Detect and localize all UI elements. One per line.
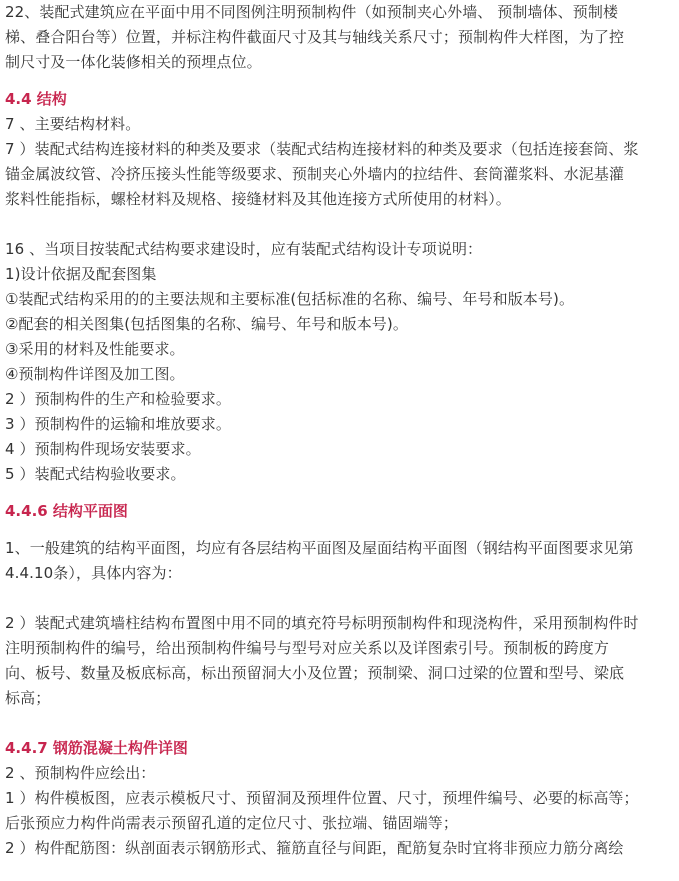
text-line: 2 ）预制构件的生产和检验要求。 — [5, 390, 231, 408]
text-line: ④预制构件详图及加工图。 — [5, 365, 185, 383]
text-line: 2 ）装配式建筑墙柱结构布置图中用不同的填充符号标明预制构件和现浇构件，采用预制构件时 — [5, 614, 639, 632]
section-4-4-6-item-2 — [5, 611, 677, 711]
section-heading-4-4-7: 4.4.7 钢筋混凝土构件详图 — [5, 739, 188, 757]
text-line: 7 ）装配式结构连接材料的种类及要求（装配式结构连接材料的种类及要求（包括连接套筒、浆 — [5, 140, 639, 158]
text-line: 后张预应力构件尚需表示预留孔道的定位尺寸、张拉端、锚固端等； — [5, 814, 459, 832]
spacer — [5, 487, 677, 499]
text-line: 标高； — [5, 689, 51, 707]
text-line: 1、一般建筑的结构平面图，均应有各层结构平面图及屋面结构平面图（钢结构平面图要求见第 — [5, 539, 634, 557]
text-line: 22、装配式建筑应在平面中用不同图例注明预制构件（如预制夹心外墙、 预制墙体、预制楼 — [5, 3, 619, 21]
spacer — [5, 586, 677, 611]
text-line: 7 、主要结构材料。 — [5, 115, 141, 133]
spacer — [5, 212, 677, 237]
text-line: 1)设计依据及配套图集 — [5, 265, 157, 283]
text-line: 浆料性能指标，螺栓材料及规格、接缝材料及其他连接方式所使用的材料）。 — [5, 190, 511, 208]
text-line: 向、板号、数量及板底标高，标出预留洞大小及位置；预制梁、洞口过梁的位置和型号、梁底 — [5, 664, 625, 682]
text-line: 注明预制构件的编号，给出预制构件编号与型号对应关系以及详图索引号。预制板的跨度方 — [5, 639, 610, 657]
item-16-list — [5, 237, 677, 487]
text-line: 3 ）预制构件的运输和堆放要求。 — [5, 415, 231, 433]
text-line: 4.4.10条），具体内容为： — [5, 564, 182, 582]
text-line: ②配套的相关图集(包括图集的名称、编号、年号和版本号)。 — [5, 315, 408, 333]
text-line: 16 、当项目按装配式结构要求建设时，应有装配式结构设计专项说明： — [5, 240, 483, 258]
text-line: 4 ）预制构件现场安装要求。 — [5, 440, 201, 458]
spacer — [5, 524, 677, 536]
spacer — [5, 711, 677, 736]
text-line: 2 、预制构件应绘出： — [5, 764, 156, 782]
text-line: 5 ）装配式结构验收要求。 — [5, 465, 186, 483]
section-heading-4-4: 4.4 结构 — [5, 90, 67, 108]
text-line: 制尺寸及一体化装修相关的预埋点位。 — [5, 53, 262, 71]
text-line: ③采用的材料及性能要求。 — [5, 340, 185, 358]
section-4-4-content — [5, 112, 677, 212]
text-line: 锚金属波纹管、冷挤压接头性能等级要求、预制夹心外墙内的拉结件、套筒灌浆料、水泥基灌 — [5, 165, 625, 183]
article-body — [5, 0, 677, 861]
section-heading-4-4-6: 4.4.6 结构平面图 — [5, 502, 128, 520]
text-line: 梯、叠合阳台等）位置，并标注构件截面尺寸及其与轴线关系尺寸；预制构件大样图，为了控 — [5, 28, 625, 46]
spacer — [5, 75, 677, 87]
paragraph-22 — [5, 0, 677, 75]
text-line: 1 ）构件模板图，应表示模板尺寸、预留洞及预埋件位置、尺寸，预埋件编号、必要的标高等； — [5, 789, 639, 807]
section-4-4-6-item-1 — [5, 536, 677, 586]
text-line: 2 ）构件配筋图：纵剖面表示钢筋形式、箍筋直径与间距，配筋复杂时宜将非预应力筋分离绘 — [5, 839, 624, 857]
text-line: ①装配式结构采用的的主要法规和主要标准(包括标准的名称、编号、年号和版本号)。 — [5, 290, 575, 308]
section-4-4-7-content — [5, 761, 677, 861]
